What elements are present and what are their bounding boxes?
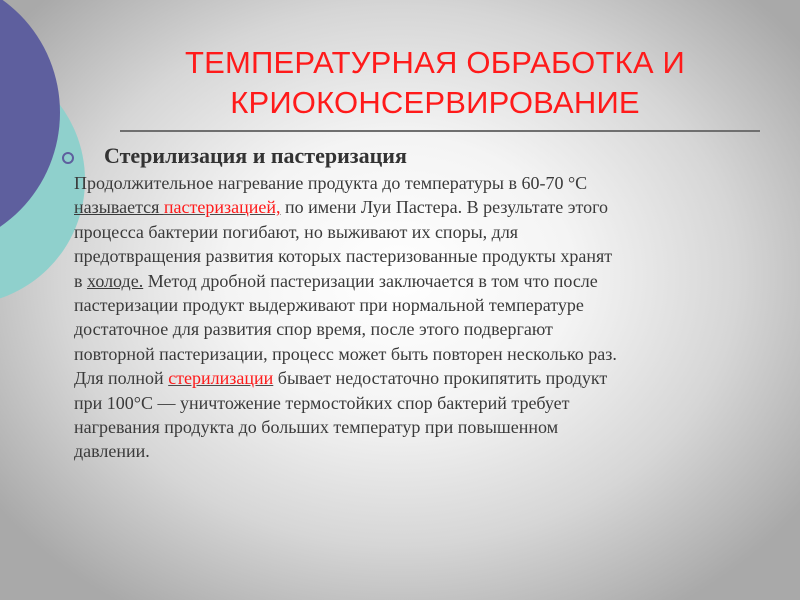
body-line [74,366,754,390]
pasteurization-link[interactable]: пастеризацией, [163,197,281,218]
body-line: пастеризации продукт выдерживают при нормальной температуре [74,295,584,316]
body-line: предотвращения развития которых пастеризованные продукты хранят [74,246,613,267]
body-paragraph [74,171,754,464]
sterilization-link[interactable]: стерилизации [168,368,274,389]
body-line: достаточное для развития спор время, после этого подвергают [74,319,553,340]
underlined-word: называется [74,197,160,218]
body-line: Продолжительное нагревание продукта до температуры в 60-70 °С [74,173,588,193]
body-line: нагревания продукта до больших температур при повышенном [74,417,559,438]
body-text-fragment: в [74,270,87,291]
body-line [74,195,754,219]
body-text-fragment: Метод дробной пастеризации заключается в том что после [143,270,598,291]
slide-title-line-2: КРИОКОНСЕРВИРОВАНИЕ [230,85,640,120]
body-line: давлении. [74,441,150,462]
body-line [74,269,754,293]
body-text-fragment: по имени Луи Пастера. В результате этого [280,197,609,218]
slide-title-line-1: ТЕМПЕРАТУРНАЯ ОБРАБОТКА И [184,45,686,80]
bullet-item [62,142,407,170]
title-divider [120,130,760,132]
body-line: при 100°С — уничтожение термостойких спор бактерий требует [74,392,570,413]
body-text-fragment: Для полной [74,368,169,389]
underlined-word-cold: холоде. [87,270,144,291]
body-line: повторной пастеризации, процесс может быть повторен несколько раз. [74,343,617,364]
hollow-circle-bullet-icon [62,152,74,164]
body-line: процесса бактерии погибают, но выживают их споры, для [74,221,519,242]
bullet-heading: Стерилизация и пастеризация [104,143,407,168]
body-text-fragment: бывает недостаточно прокипятить продукт [273,368,608,389]
slide-title [70,43,800,123]
